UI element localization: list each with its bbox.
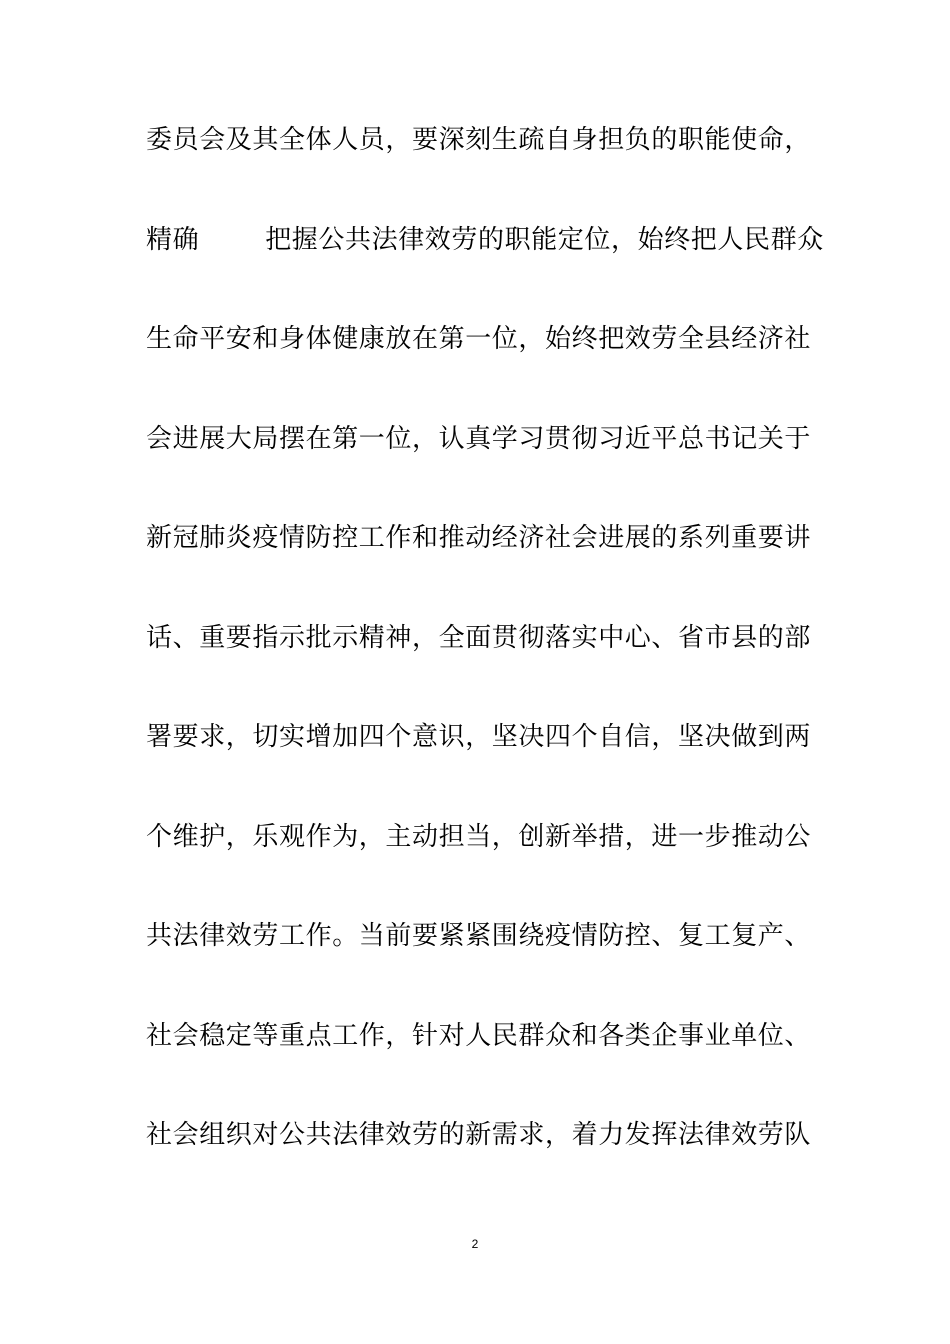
body-text [146, 118, 824, 1213]
text-line: 会进展大局摆在第一位，认真学习贯彻习近平总书记关于 [146, 423, 812, 454]
page-number: 2 [471, 1237, 479, 1251]
text-line: 社会组织对公共法律效劳的新需求，着力发挥法律效劳队 [146, 1120, 812, 1150]
text-line: 委员会及其全体人员，要深刻生疏自身担负的职能使命， [146, 125, 812, 155]
text-line: 署要求，切实增加四个意识，坚决四个自信，坚决做到两 [146, 722, 812, 752]
text-line: 生命平安和身体健康放在第一位，始终把效劳全县经济社 [146, 324, 812, 354]
text-line: 社会稳定等重点工作，针对人民群众和各类企事业单位、 [146, 1020, 812, 1051]
text-line: 共法律效劳工作。当前要紧紧围绕疫情防控、复工复产、 [146, 921, 812, 951]
text-line: 话、重要指示批示精神，全面贯彻落实中心、省市县的部 [146, 622, 812, 653]
text-line [146, 218, 824, 318]
text-fragment: 精确 [146, 224, 200, 255]
text-fragment: 把握公共法律效劳的职能定位，始终把人民群众 [265, 224, 824, 255]
text-line: 新冠肺炎疫情防控工作和推动经济社会进展的系列重要讲 [146, 523, 812, 553]
text-line: 个维护，乐观作为，主动担当，创新举措，进一步推动公 [146, 821, 812, 852]
